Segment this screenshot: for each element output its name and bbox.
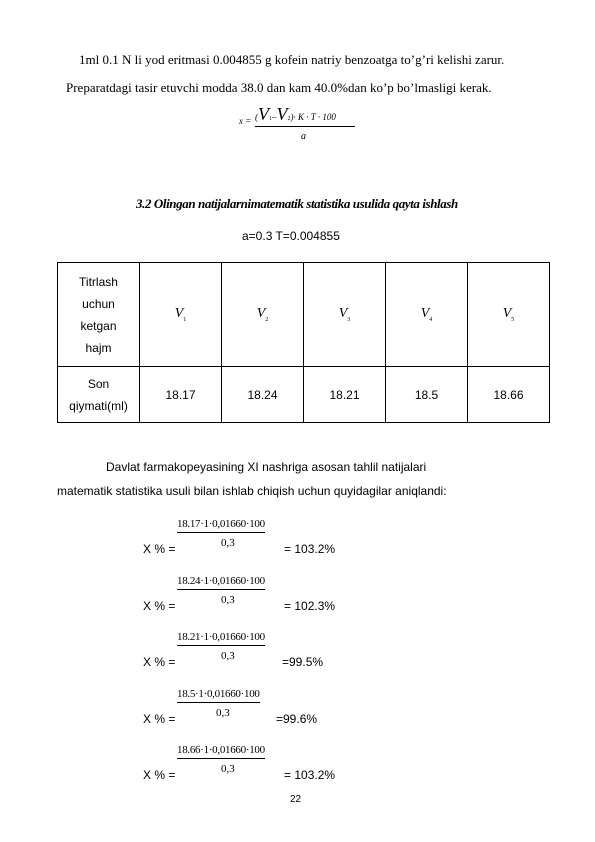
calc-numerator: 18.5·1·0,01660·100 [177,688,260,703]
intro-line-2: Preparatdagi tasir etuvchi modda 38.0 dan kam 40.0%dan ko’p bo’lmasligi kerak. [66,80,492,95]
formula-numerator [255,104,355,127]
table-value-cell: 18.66 [468,367,550,423]
calc-lhs: X % = [143,542,176,556]
table-cell-v2 [222,263,304,367]
table-row-values [58,367,550,423]
table-cell-v4 [386,263,468,367]
v-subscript: 2 [265,316,269,323]
calc-numerator: 18.66·1·0,01660·100 [177,744,265,759]
calc-lhs: X % = [143,599,176,613]
formula-lhs: x = [239,116,252,126]
formula-sub2: 2 [287,116,291,122]
calc-denominator: 0,3 [221,594,235,606]
calc-denominator: 0,3 [221,537,235,549]
v-symbol: V [256,306,266,322]
header-text-line: qiymati(ml) [69,398,128,413]
v-subscript: 5 [511,316,515,323]
v-subscript: 3 [347,316,351,323]
calc-lhs: X % = [143,768,176,782]
calc-result: =99.6% [276,712,318,726]
calc-numerator: 18.17·1·0,01660·100 [177,518,265,533]
calculation-3 [143,631,363,671]
header-text-line: Son [87,376,110,391]
section-heading: 3.2 Olingan natijalarnimatematik statistika usulida qayta ishlash [136,196,458,211]
table-value-cell: 18.21 [304,367,386,423]
table-cell-v1 [140,263,222,367]
table-cell-v3 [304,263,386,367]
table-value-cell: 18.17 [140,367,222,423]
calculation-5 [143,744,363,784]
paragraph-line-1: Davlat farmakopeyasining XI nashriga asosan tahlil natijalari [106,460,427,474]
calc-lhs: X % = [143,712,176,726]
formula-denominator: a [301,131,306,142]
v-subscript: 1 [183,316,187,323]
header-text-line: Titrlash [79,274,118,289]
formula-v1: V [258,104,269,124]
formula-minus: – [272,112,277,122]
table-header-value [58,367,140,423]
results-table [57,262,550,423]
v-symbol: V [338,306,348,322]
table-row-volumes [58,263,550,367]
intro-line-1: 1ml 0.1 N li yod eritmasi 0.004855 g kofein natriy benzoatga to’g’ri kelishi zarur. [79,52,505,67]
page-number: 22 [290,794,302,805]
calc-numerator: 18.24·1·0,01660·100 [177,575,265,590]
calc-result: =99.5% [282,655,324,669]
calc-lhs: X % = [143,655,176,669]
calculation-2 [143,575,363,615]
v-symbol: V [174,306,184,322]
section-params: a=0.3 T=0.004855 [242,229,340,243]
calc-denominator: 0,3 [221,650,235,662]
formula-tail: )· K · T · 100 [290,112,336,122]
calc-denominator: 0,3 [221,763,235,775]
table-cell-v5 [468,263,550,367]
calc-result: = 102.3% [284,599,336,613]
calc-denominator: 0,3 [216,707,230,719]
header-text-line: uchun [82,296,115,311]
formula-sub1: 1 [269,116,272,122]
header-text-line: ketgan [80,318,117,333]
calc-numerator: 18.21·1·0,01660·100 [177,631,265,646]
calc-result: = 103.2% [284,768,336,782]
table-value-cell: 18.5 [386,367,468,423]
formula-v2: V [276,104,288,124]
table-header-volume [58,263,140,367]
v-subscript: 4 [429,316,433,323]
calculation-1 [143,518,363,558]
paragraph-line-2: matematik statistika usuli bilan ishlab chiqish uchun quyidagilar aniqlandi: [57,484,447,498]
formula-open-paren: ( [255,112,258,122]
v-symbol: V [502,306,512,322]
calculation-4 [143,688,363,728]
calc-result: = 103.2% [284,542,336,556]
table-value-cell: 18.24 [222,367,304,423]
v-symbol: V [420,306,430,322]
header-text-line: hajm [85,340,112,355]
